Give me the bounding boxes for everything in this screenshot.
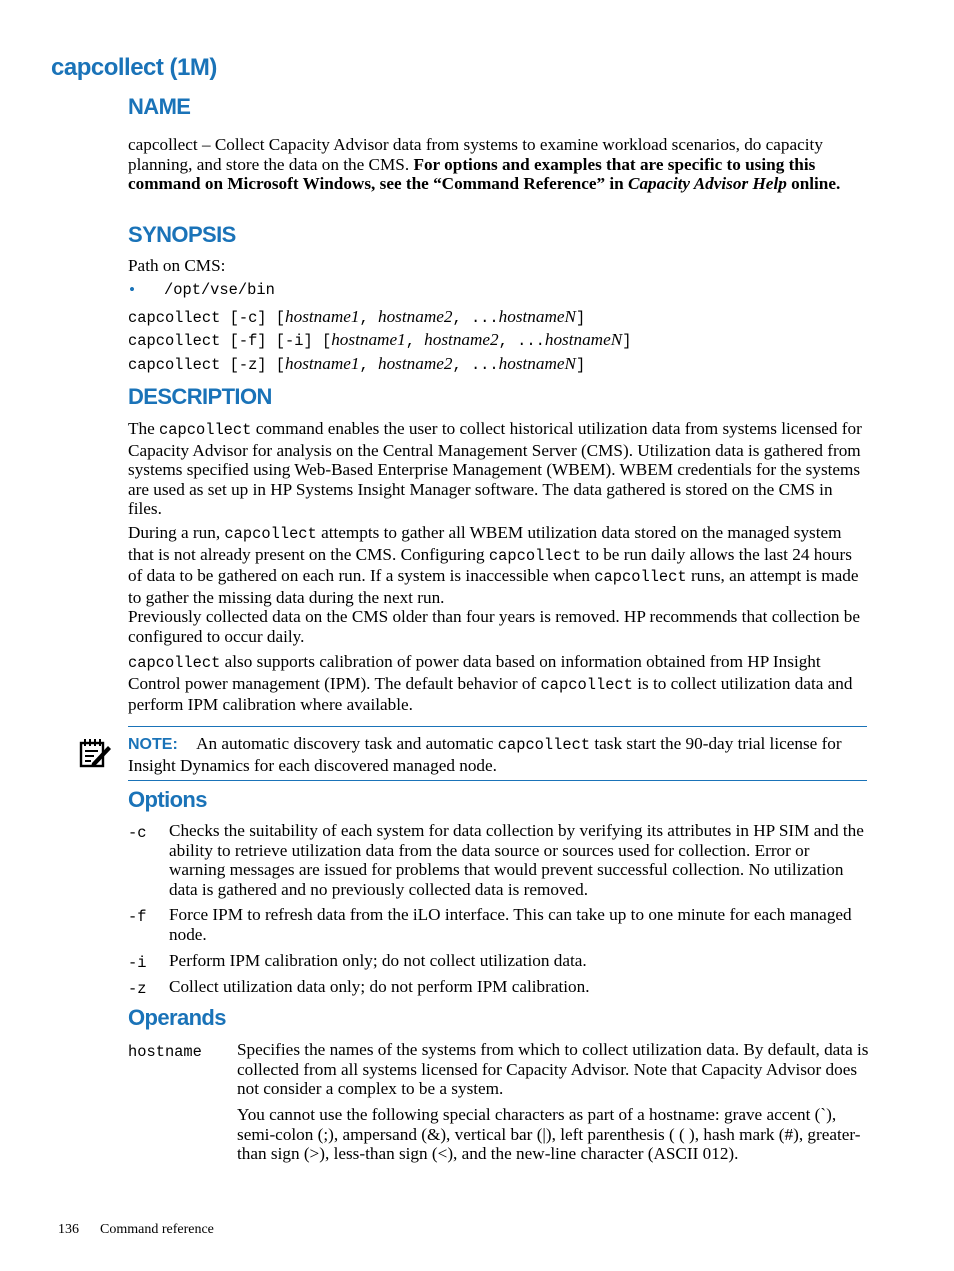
operand-key: hostname [128,1043,202,1061]
option-desc-i: Perform IPM calibration only; do not collect utilization data. [169,951,587,970]
bullet: • [129,280,136,299]
name-text: capcollect – Collect Capacity Advisor data from systems to examine workload scenarios, do capacity planning, and store the data on the CMS. [128,135,823,174]
note-label: NOTE: [128,736,178,753]
footer-section: Command reference [100,1222,214,1237]
description-paragraph-3: Previously collected data on the CMS older than four years is removed. HP recommends that collection be configured to occur daily. [128,607,861,646]
option-desc-z: Collect utilization data only; do not perform IPM calibration. [169,977,590,996]
operand-desc-2: You cannot use the following special characters as part of a hostname: grave accent (`), semi-colon (;), ampersand (&), vertical bar (|), left parenthesis ( ( ), hash mark (#), greater-than sign (>), less-than sign (<), and the new-line character (ASCII 012). [237,1105,861,1164]
description-paragraph-1: The capcollect command enables the user to collect historical utilization data from systems licensed for Capacity Advisor for analysis on the Central Management Server (CMS). Utilization data is gathered from systems specified using Web-Based Enterprise Management (WBEM). WBEM credentials for the systems are used as set up in HP Systems Insight Manager software. The data gathered is stored on the CMS in files. [128,419,862,519]
name-heading: NAME [128,94,191,119]
option-desc-c: Checks the suitability of each system for data collection by verifying its attributes in HP SIM and the ability to retrieve utilization data from the data source or sources used for collection. Error or warning messages are issued for problems that would prevent successful collection. No utilization data is gathered and no previously collected data is removed. [169,821,864,899]
option-key-z: -z [128,980,147,998]
name-paragraph [128,135,870,194]
operand-desc-1: Specifies the names of the systems from which to collect utilization data. By default, data is collected from all systems licensed for Capacity Advisor. Note that Capacity Advisor does not consider a complex to be a system. [237,1040,869,1099]
option-key-c: -c [128,824,147,842]
page-title: capcollect (1M) [51,54,217,81]
operands-heading: Operands [128,1005,226,1030]
option-key-f: -f [128,908,147,926]
synopsis-line-f-i: capcollect [-f] [-i] [hostname1, hostname2, ...hostnameN] [128,330,632,350]
name-help-title: Capacity Advisor Help [628,174,787,194]
synopsis-heading: SYNOPSIS [128,222,236,247]
description-paragraph-2: During a run, capcollect attempts to gather all WBEM utilization data stored on the managed system that is not already present on the CMS. Configuring capcollect to be run daily allows the last 24 hours of data to be gathered on each run. If a system is inaccessible when capcollect runs, an attempt is made to gather the missing data during the next run. [128,523,859,607]
note-bottom-rule [128,780,867,781]
description-paragraph-4: capcollect also supports calibration of power data based on information obtained from HP Insight Control power management (IPM). The default behavior of capcollect is to collect utilization data and perform IPM calibration where available. [128,652,853,715]
inline-code: capcollect [159,421,252,439]
path-label: Path on CMS: [128,256,226,275]
note-top-rule [128,726,867,727]
page-footer [58,1222,214,1238]
option-desc-f: Force IPM to refresh data from the iLO interface. This can take up to one minute for each managed node. [169,905,852,944]
page-number: 136 [58,1222,79,1237]
path-value: /opt/vse/bin [164,281,275,299]
options-heading: Options [128,787,207,812]
synopsis-line-c: capcollect [-c] [hostname1, hostname2, ...hostnameN] [128,307,586,327]
name-bold-text: For options and examples that are specific to using this command on Microsoft Windows, see the “Command Reference” in [128,154,816,194]
note-icon [78,737,112,769]
description-heading: DESCRIPTION [128,384,272,409]
option-key-i: -i [128,954,147,972]
note-paragraph: NOTE: An automatic discovery task and automatic capcollect task start the 90-day trial license for Insight Dynamics for each discovered managed node. [128,734,842,775]
synopsis-line-z: capcollect [-z] [hostname1, hostname2, ...hostnameN] [128,354,586,374]
name-bold-end: online. [791,174,841,194]
